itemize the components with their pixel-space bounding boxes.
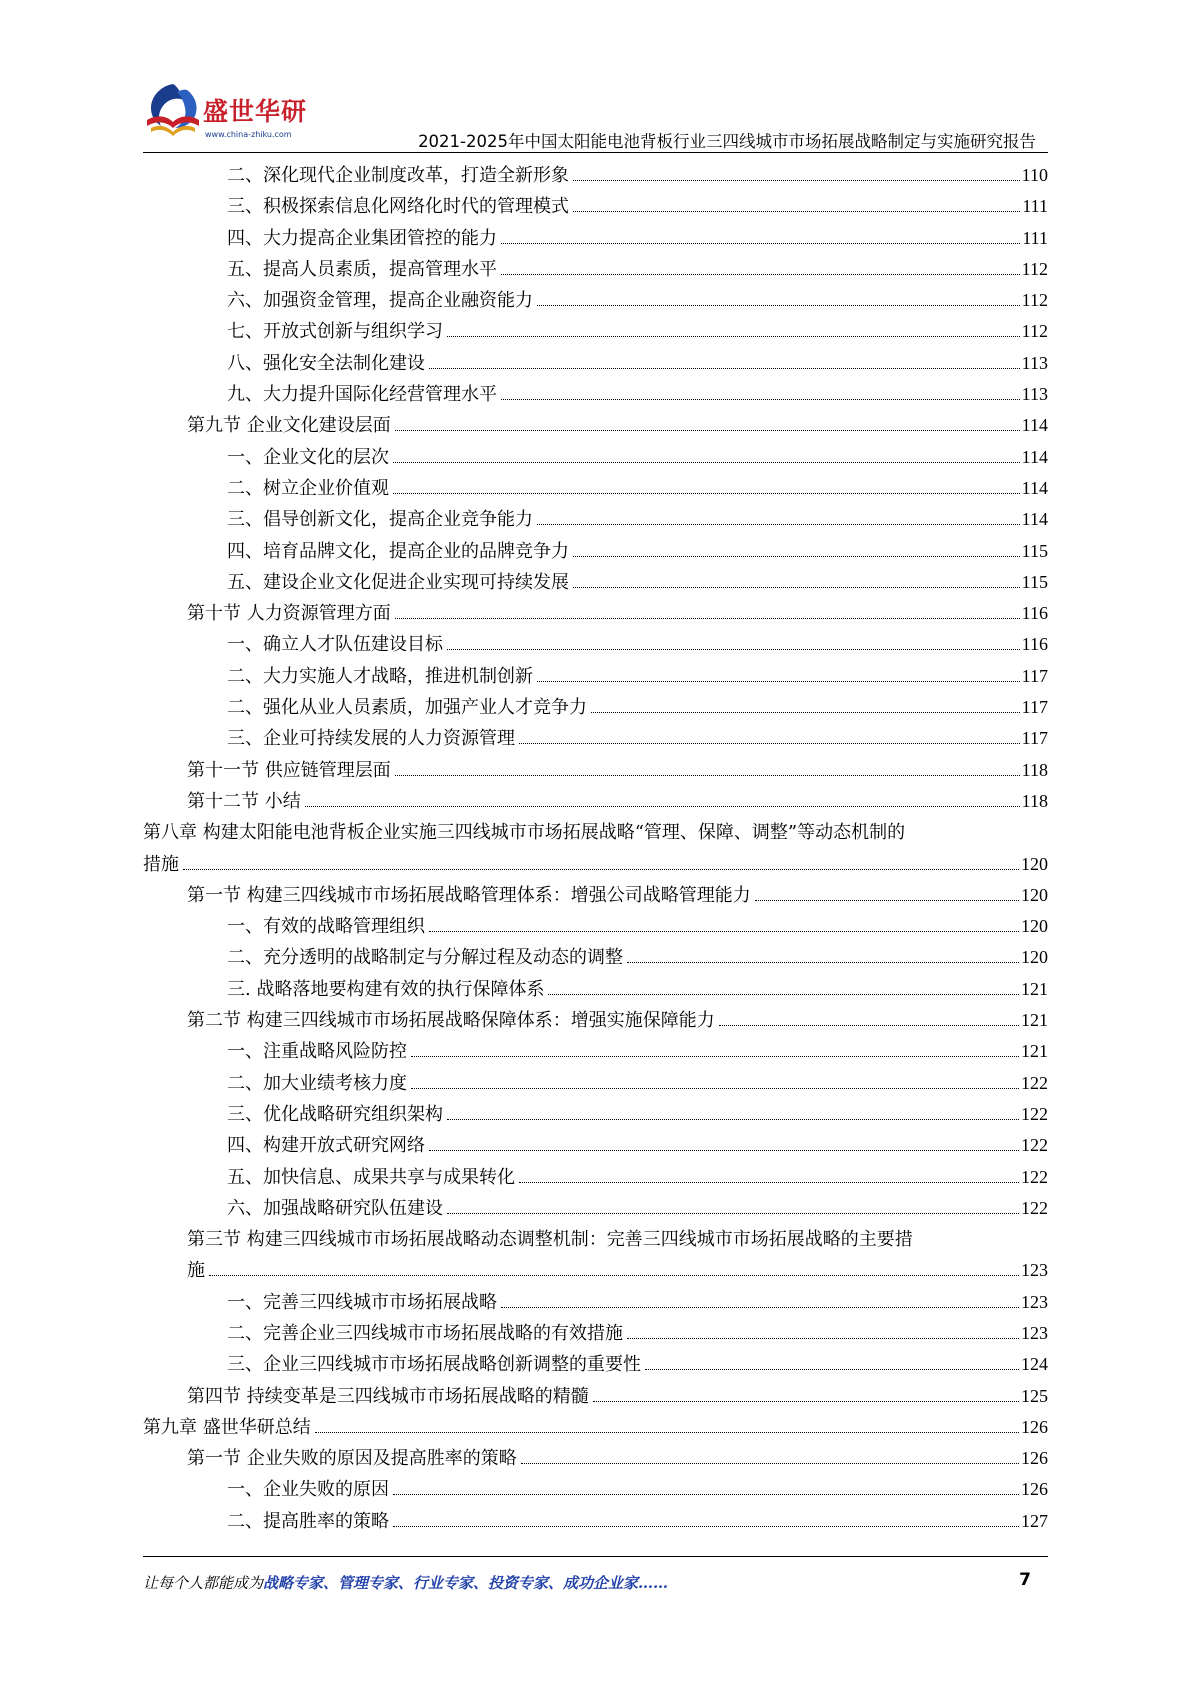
toc-entry[interactable] [143, 1318, 1048, 1349]
toc-page-number: 125 [1021, 1385, 1048, 1406]
toc-entry-title: 六、加强战略研究队伍建设 [227, 1197, 443, 1219]
toc-page-number: 122 [1021, 1166, 1048, 1187]
toc-entry-title: 三、企业可持续发展的人力资源管理 [227, 728, 515, 750]
toc-entry[interactable] [143, 1412, 1048, 1443]
toc-entry-title: 一、完善三四线城市市场拓展战略 [227, 1291, 497, 1313]
toc-entry[interactable] [143, 316, 1048, 347]
toc-entry-title: 二、提高胜率的策略 [227, 1510, 389, 1532]
toc-entry[interactable] [143, 1036, 1048, 1067]
toc-entry-title: 五、加快信息、成果共享与成果转化 [227, 1166, 515, 1188]
toc-dot-leader [501, 274, 1020, 275]
toc-dot-leader [447, 1213, 1019, 1214]
toc-entry[interactable] [143, 536, 1048, 567]
toc-dot-leader [645, 1369, 1019, 1370]
toc-entry-title: 一、企业文化的层次 [227, 446, 389, 468]
toc-entry-title: 二、树立企业价值观 [227, 477, 389, 499]
toc-entry[interactable] [143, 504, 1048, 535]
toc-dot-leader [305, 806, 1020, 807]
toc-dot-leader [501, 399, 1020, 400]
toc-entry[interactable] [143, 942, 1048, 973]
toc-dot-leader [209, 1275, 1019, 1276]
toc-entry[interactable] [143, 974, 1048, 1005]
toc-page-number: 114 [1021, 415, 1048, 436]
toc-entry-title: 五、提高人员素质，提高管理水平 [227, 258, 497, 280]
toc-dot-leader [519, 1182, 1019, 1183]
toc-entry[interactable] [143, 880, 1048, 911]
toc-entry-title: 一、企业失败的原因 [227, 1479, 389, 1501]
toc-dot-leader [393, 462, 1020, 463]
toc-page-number: 124 [1021, 1354, 1048, 1375]
toc-entry-title: 三、优化战略研究组织架构 [227, 1103, 443, 1125]
toc-page-number: 111 [1022, 196, 1048, 217]
toc-entry-title: 三、积极探索信息化网络化时代的管理模式 [227, 196, 569, 218]
toc-dot-leader [593, 1401, 1019, 1402]
toc-entry[interactable] [143, 1349, 1048, 1380]
toc-page-number: 121 [1021, 978, 1048, 999]
toc-entry[interactable] [143, 1193, 1048, 1224]
footer-slogan [143, 1572, 668, 1593]
toc-page-number: 113 [1021, 384, 1048, 405]
toc-entry-title: 三、倡导创新文化，提高企业竞争能力 [227, 509, 533, 531]
toc-dot-leader [755, 900, 1019, 901]
toc-entry-title: 四、构建开放式研究网络 [227, 1135, 425, 1157]
toc-page-number: 117 [1021, 728, 1048, 749]
toc-page-number: 114 [1021, 446, 1048, 467]
toc-dot-leader [573, 587, 1020, 588]
toc-entry-title: 三、企业三四线城市市场拓展战略创新调整的重要性 [227, 1354, 641, 1376]
toc-entry-title: 施 [187, 1260, 205, 1282]
brand-name: 盛世华研 [203, 97, 308, 126]
toc-dot-leader [573, 180, 1020, 181]
toc-page-number: 123 [1021, 1322, 1048, 1343]
toc-dot-leader [447, 649, 1020, 650]
toc-entry[interactable] [143, 1099, 1048, 1130]
toc-entry-title: 九、大力提升国际化经营管理水平 [227, 384, 497, 406]
toc-page-number: 115 [1021, 571, 1048, 592]
toc-entry[interactable] [143, 786, 1048, 817]
toc-dot-leader [548, 994, 1019, 995]
toc-page-number: 115 [1021, 540, 1048, 561]
toc-entry-title: 第二节 构建三四线城市市场拓展战略保障体系：增强实施保障能力 [187, 1010, 715, 1032]
toc-entry[interactable] [143, 473, 1048, 504]
toc-entry[interactable] [143, 285, 1048, 316]
toc-entry-title: 二、强化从业人员素质，加强产业人才竞争力 [227, 697, 587, 719]
header-divider [143, 152, 1048, 153]
logo-emblem-icon [143, 80, 203, 140]
toc-entry[interactable] [143, 1255, 1048, 1286]
toc-entry-title: 第十二节 小结 [187, 790, 301, 812]
toc-dot-leader [393, 1526, 1019, 1527]
toc-entry[interactable] [143, 692, 1048, 723]
toc-entry[interactable] [143, 1068, 1048, 1099]
toc-entry[interactable] [143, 348, 1048, 379]
toc-page-number: 120 [1021, 947, 1048, 968]
toc-dot-leader [315, 1432, 1019, 1433]
toc-entry-title: 措施 [143, 853, 179, 875]
toc-page-number: 126 [1021, 1479, 1048, 1500]
toc-entry-title: 第一节 企业失败的原因及提高胜率的策略 [187, 1448, 517, 1470]
toc-entry-title: 第九章 盛世华研总结 [143, 1416, 311, 1438]
toc-entry[interactable] [143, 379, 1048, 410]
toc-dot-leader [627, 1338, 1019, 1339]
toc-entry-title: 二、完善企业三四线城市市场拓展战略的有效措施 [227, 1322, 623, 1344]
toc-entry[interactable] [143, 160, 1048, 191]
toc-dot-leader [537, 305, 1020, 306]
brand-url: www.china-zhiku.com [205, 130, 292, 139]
toc-entry[interactable] [143, 1130, 1048, 1161]
toc-entry[interactable] [143, 629, 1048, 660]
toc-dot-leader [591, 712, 1020, 713]
toc-page-number: 120 [1021, 916, 1048, 937]
toc-dot-leader [395, 430, 1020, 431]
toc-entry[interactable] [143, 254, 1048, 285]
toc-entry-title: 五、建设企业文化促进企业实现可持续发展 [227, 571, 569, 593]
toc-page-number: 123 [1021, 1291, 1048, 1312]
toc-entry-title: 一、有效的战略管理组织 [227, 916, 425, 938]
toc-entry[interactable] [143, 598, 1048, 629]
toc-entry-title-line1[interactable]: 第三节 构建三四线城市市场拓展战略动态调整机制：完善三四线城市市场拓展战略的主要措 [187, 1229, 913, 1251]
toc-entry[interactable] [143, 223, 1048, 254]
toc-entry-title-line1[interactable]: 第八章 构建太阳能电池背板企业实施三四线城市市场拓展战略“管理、保障、调整”等动态机制的 [143, 822, 906, 844]
toc-page-number: 117 [1021, 697, 1048, 718]
toc-dot-leader [429, 931, 1019, 932]
table-of-contents [143, 160, 1048, 1537]
toc-page-number: 122 [1021, 1135, 1048, 1156]
toc-page-number: 111 [1022, 227, 1048, 248]
toc-dot-leader [519, 743, 1020, 744]
brand-logo [143, 80, 313, 150]
toc-page-number: 112 [1021, 290, 1048, 311]
toc-entry-title: 八、强化安全法制化建设 [227, 352, 425, 374]
toc-dot-leader [537, 524, 1020, 525]
toc-dot-leader [573, 556, 1020, 557]
toc-dot-leader [521, 1463, 1019, 1464]
toc-dot-leader [393, 493, 1020, 494]
toc-page-number: 114 [1021, 509, 1048, 530]
toc-page-number: 117 [1021, 665, 1048, 686]
toc-entry-title: 七、开放式创新与组织学习 [227, 321, 443, 343]
toc-entry[interactable] [143, 191, 1048, 222]
page-number: 7 [1019, 1570, 1031, 1590]
toc-dot-leader [501, 243, 1020, 244]
toc-entry[interactable] [143, 911, 1048, 942]
report-title: 2021-2025年中国太阳能电池背板行业三四线城市市场拓展战略制定与实施研究报告 [418, 132, 1036, 151]
toc-page-number: 122 [1021, 1072, 1048, 1093]
toc-entry-title: 二、加大业绩考核力度 [227, 1072, 407, 1094]
toc-page-number: 121 [1021, 1010, 1048, 1031]
toc-entry[interactable] [143, 1443, 1048, 1474]
toc-entry[interactable] [143, 1005, 1048, 1036]
slogan-prefix: 让每个人都能成为 [143, 1574, 264, 1592]
toc-entry-title: 第四节 持续变革是三四线城市市场拓展战略的精髓 [187, 1385, 589, 1407]
toc-dot-leader [429, 368, 1020, 369]
toc-dot-leader [393, 1494, 1019, 1495]
toc-page-number: 127 [1021, 1510, 1048, 1531]
toc-entry-title: 三. 战略落地要构建有效的执行保障体系 [227, 978, 545, 1000]
toc-entry[interactable] [143, 1162, 1048, 1193]
toc-page-number: 121 [1021, 1041, 1048, 1062]
toc-dot-leader [411, 1056, 1019, 1057]
toc-entry-title: 四、大力提高企业集团管控的能力 [227, 227, 497, 249]
toc-dot-leader [183, 869, 1019, 870]
toc-entry[interactable] [143, 661, 1048, 692]
toc-entry[interactable] [143, 1474, 1048, 1505]
toc-page-number: 116 [1021, 634, 1048, 655]
slogan-highlight: 战略专家、管理专家、行业专家、投资专家、成功企业家…… [263, 1574, 669, 1592]
toc-page-number: 120 [1021, 884, 1048, 905]
toc-dot-leader [627, 962, 1019, 963]
toc-dot-leader [395, 775, 1020, 776]
toc-page-number: 122 [1021, 1103, 1048, 1124]
toc-page-number: 120 [1021, 853, 1048, 874]
toc-page-number: 114 [1021, 477, 1048, 498]
toc-page-number: 123 [1021, 1260, 1048, 1281]
footer-divider [143, 1556, 1048, 1557]
toc-dot-leader [573, 211, 1020, 212]
toc-entry-title: 四、培育品牌文化，提高企业的品牌竞争力 [227, 540, 569, 562]
toc-page-number: 118 [1021, 790, 1048, 811]
toc-dot-leader [537, 681, 1020, 682]
toc-entry[interactable] [143, 755, 1048, 786]
toc-entry[interactable] [143, 849, 1048, 880]
toc-entry-title: 二、大力实施人才战略，推进机制创新 [227, 665, 533, 687]
toc-entry[interactable] [143, 1506, 1048, 1537]
toc-entry-title: 二、深化现代企业制度改革，打造全新形象 [227, 165, 569, 186]
toc-page-number: 112 [1021, 258, 1048, 279]
toc-entry-title: 第九节 企业文化建设层面 [187, 415, 391, 437]
toc-page-number: 112 [1021, 321, 1048, 342]
toc-entry[interactable] [143, 442, 1048, 473]
toc-entry-title: 六、加强资金管理，提高企业融资能力 [227, 290, 533, 312]
toc-dot-leader [719, 1025, 1019, 1026]
toc-entry-title: 二、充分透明的战略制定与分解过程及动态的调整 [227, 947, 623, 969]
toc-entry-title: 第十一节 供应链管理层面 [187, 759, 391, 781]
toc-entry-title: 第十节 人力资源管理方面 [187, 603, 391, 625]
toc-entry-title: 第一节 构建三四线城市市场拓展战略管理体系：增强公司战略管理能力 [187, 884, 751, 906]
toc-entry[interactable] [143, 1287, 1048, 1318]
toc-page-number: 126 [1021, 1448, 1048, 1469]
toc-entry[interactable] [143, 410, 1048, 441]
toc-page-number: 118 [1021, 759, 1048, 780]
toc-dot-leader [395, 618, 1020, 619]
toc-page-number: 116 [1021, 603, 1048, 624]
toc-dot-leader [411, 1088, 1019, 1089]
toc-dot-leader [429, 1150, 1019, 1151]
toc-page-number: 110 [1021, 165, 1048, 185]
toc-entry-title: 一、确立人才队伍建设目标 [227, 634, 443, 656]
toc-entry[interactable] [143, 723, 1048, 754]
toc-entry-title: 一、注重战略风险防控 [227, 1041, 407, 1063]
toc-page-number: 122 [1021, 1197, 1048, 1218]
toc-entry[interactable] [143, 1381, 1048, 1412]
toc-dot-leader [447, 336, 1020, 337]
toc-dot-leader [501, 1307, 1019, 1308]
toc-page-number: 113 [1021, 352, 1048, 373]
toc-dot-leader [447, 1119, 1019, 1120]
toc-entry[interactable] [143, 567, 1048, 598]
toc-page-number: 126 [1021, 1416, 1048, 1437]
